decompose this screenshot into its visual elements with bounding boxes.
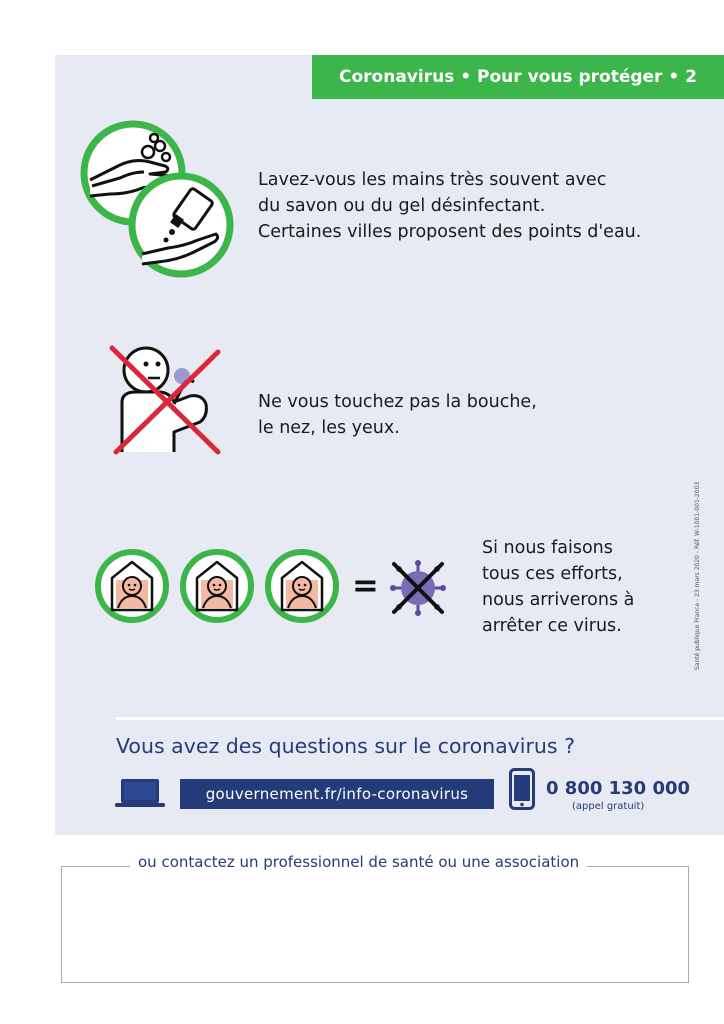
phone-icon xyxy=(509,768,535,810)
reference-note: Santé publique France - 23 mars 2020 - Réf. W-1001-001-2003 xyxy=(694,481,701,670)
person-at-home-icon xyxy=(264,548,340,624)
laptop-icon xyxy=(114,777,166,809)
contact-box-label: ou contactez un professionnel de santé ou une association xyxy=(130,853,587,871)
person-at-home-icon xyxy=(179,548,255,624)
tip-line: nous arriverons à xyxy=(482,590,635,610)
info-website-link[interactable]: gouvernement.fr/info-coronavirus xyxy=(180,779,494,809)
questions-heading: Vous avez des questions sur le coronavirus ? xyxy=(116,734,575,758)
person-at-home-icon xyxy=(94,548,170,624)
tip-line: arrêter ce virus. xyxy=(482,616,622,636)
crossed-virus-icon xyxy=(388,558,448,618)
tip-line: Lavez-vous les mains très souvent avec xyxy=(258,170,607,190)
tip-line: Certaines villes proposent des points d'eau. xyxy=(258,222,642,242)
equals-sign: = xyxy=(352,566,379,604)
contact-box xyxy=(61,866,689,983)
tip-no-touch-face xyxy=(258,389,537,441)
tip-line: le nez, les yeux. xyxy=(258,418,400,438)
no-touch-face-icon xyxy=(108,340,226,458)
tip-efforts xyxy=(482,535,634,639)
helpline-number[interactable]: 0 800 130 000 xyxy=(546,778,691,799)
helpline-note: (appel gratuit) xyxy=(572,801,645,812)
tip-line: Ne vous touchez pas la bouche, xyxy=(258,392,537,412)
tip-line: Si nous faisons xyxy=(482,538,613,558)
section-divider xyxy=(116,717,724,720)
sanitizer-gel-icon xyxy=(128,172,234,278)
page-header: Coronavirus • Pour vous protéger • 2 xyxy=(312,55,724,99)
tip-line: du savon ou du gel désinfectant. xyxy=(258,196,546,216)
tip-line: tous ces efforts, xyxy=(482,564,623,584)
tip-wash-hands xyxy=(258,167,641,245)
